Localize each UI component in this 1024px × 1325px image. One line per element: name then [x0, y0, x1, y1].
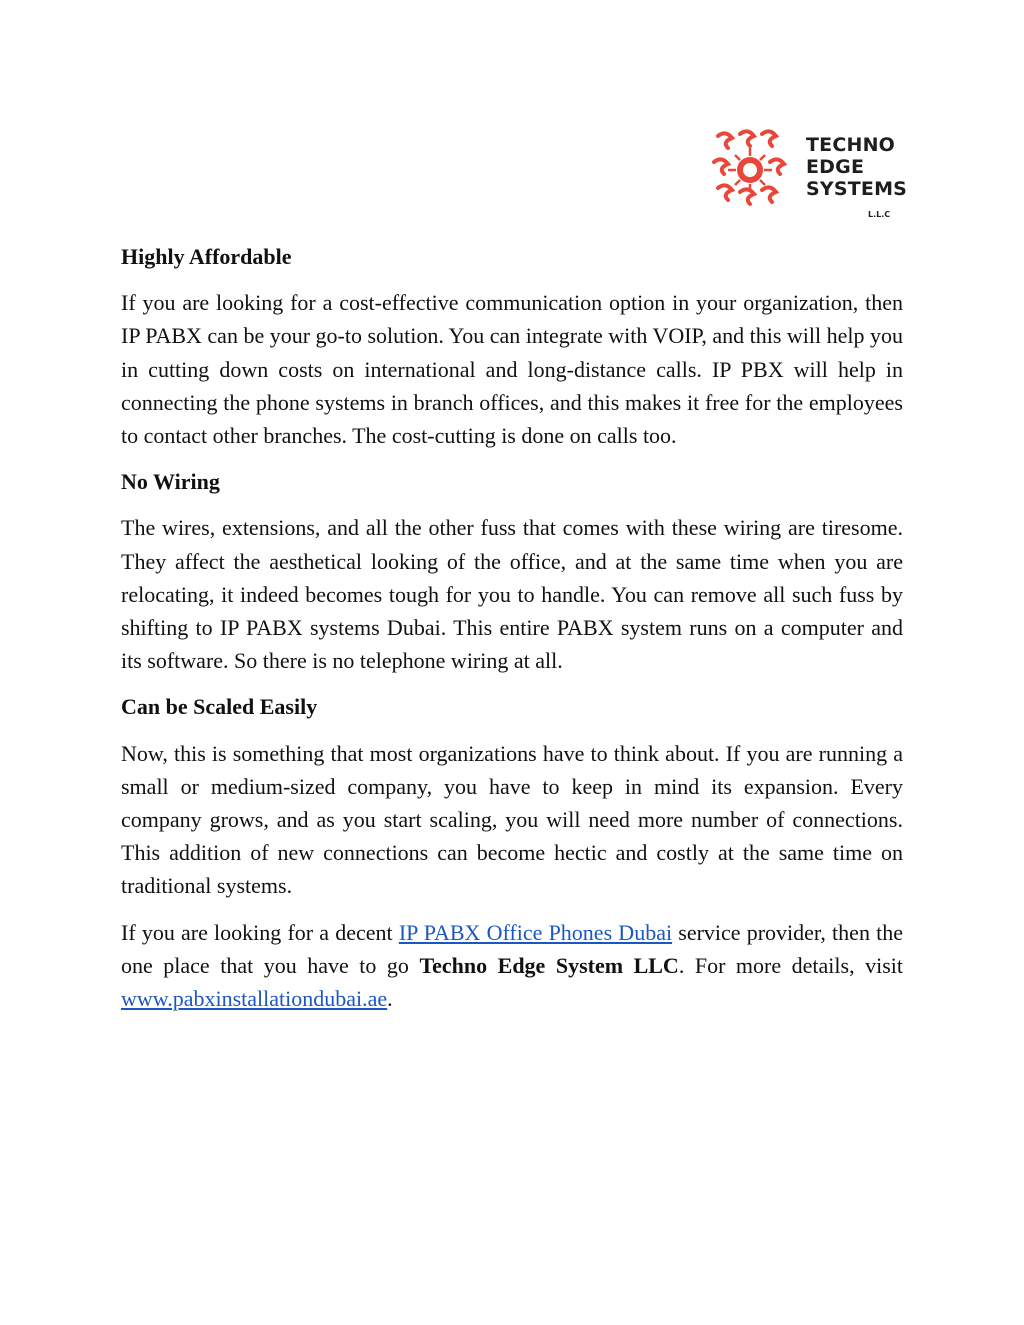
section-heading-scaling: Can be Scaled Easily — [121, 694, 318, 720]
closing-text-1: If you are looking for a decent — [121, 919, 399, 945]
closing-text-4: . — [387, 986, 393, 1012]
section-body-no-wiring: The wires, extensions, and all the other fuss that comes with these wiring are tiresome. They affect the aesthetical looking of the office, and at the same time when you are relocating, it indeed becomes tough for you to handle. You can remove all such fuss by shifting to IP PABX systems Dubai. This entire PABX system runs on a computer and its software. So there is no telephone wiring at all. — [121, 515, 903, 674]
company-logo — [708, 128, 908, 219]
section-heading-no-wiring: No Wiring — [121, 469, 220, 495]
article-body — [121, 240, 903, 1028]
section-body-scaling: Now, this is something that most organizations have to think about. If you are running a small or medium-sized company, you have to keep in mind its expansion. Every company grows, and as you start scaling, you will need more number of connections. This addition of new connections can become hectic and costly at the same time on traditional systems. — [121, 740, 903, 899]
logo-line-2: EDGE — [806, 156, 865, 178]
closing-paragraph — [121, 916, 903, 1016]
closing-text-3: . For more details, visit — [678, 952, 904, 978]
logo-wordmark — [806, 134, 907, 200]
section-body-affordable: If you are looking for a cost-effective communication option in your organization, then IP PABX can be your go-to solution. You can integrate with VOIP, and this will help you in cutting down costs on international and long-distance calls. IP PBX will help in connecting the phone systems in branch offices, and this makes it free for the employees to contact other branches. The cost-cutting is done on calls too. — [121, 290, 903, 449]
closing-text-2: service provider, then the one place that you have to go — [121, 919, 903, 978]
ip-pabx-office-phones-link[interactable]: IP PABX Office Phones Dubai — [398, 919, 673, 945]
logo-emblem-icon — [708, 128, 792, 212]
logo-line-3: SYSTEMS — [806, 178, 908, 200]
logo-line-1: TECHNO — [806, 134, 896, 156]
section-heading-affordable: Highly Affordable — [121, 244, 292, 269]
logo-suffix: L.L.C — [868, 210, 891, 219]
company-name-bold: Techno Edge System LLC — [419, 952, 679, 978]
website-link[interactable]: www.pabxinstallationdubai.ae — [121, 986, 388, 1012]
